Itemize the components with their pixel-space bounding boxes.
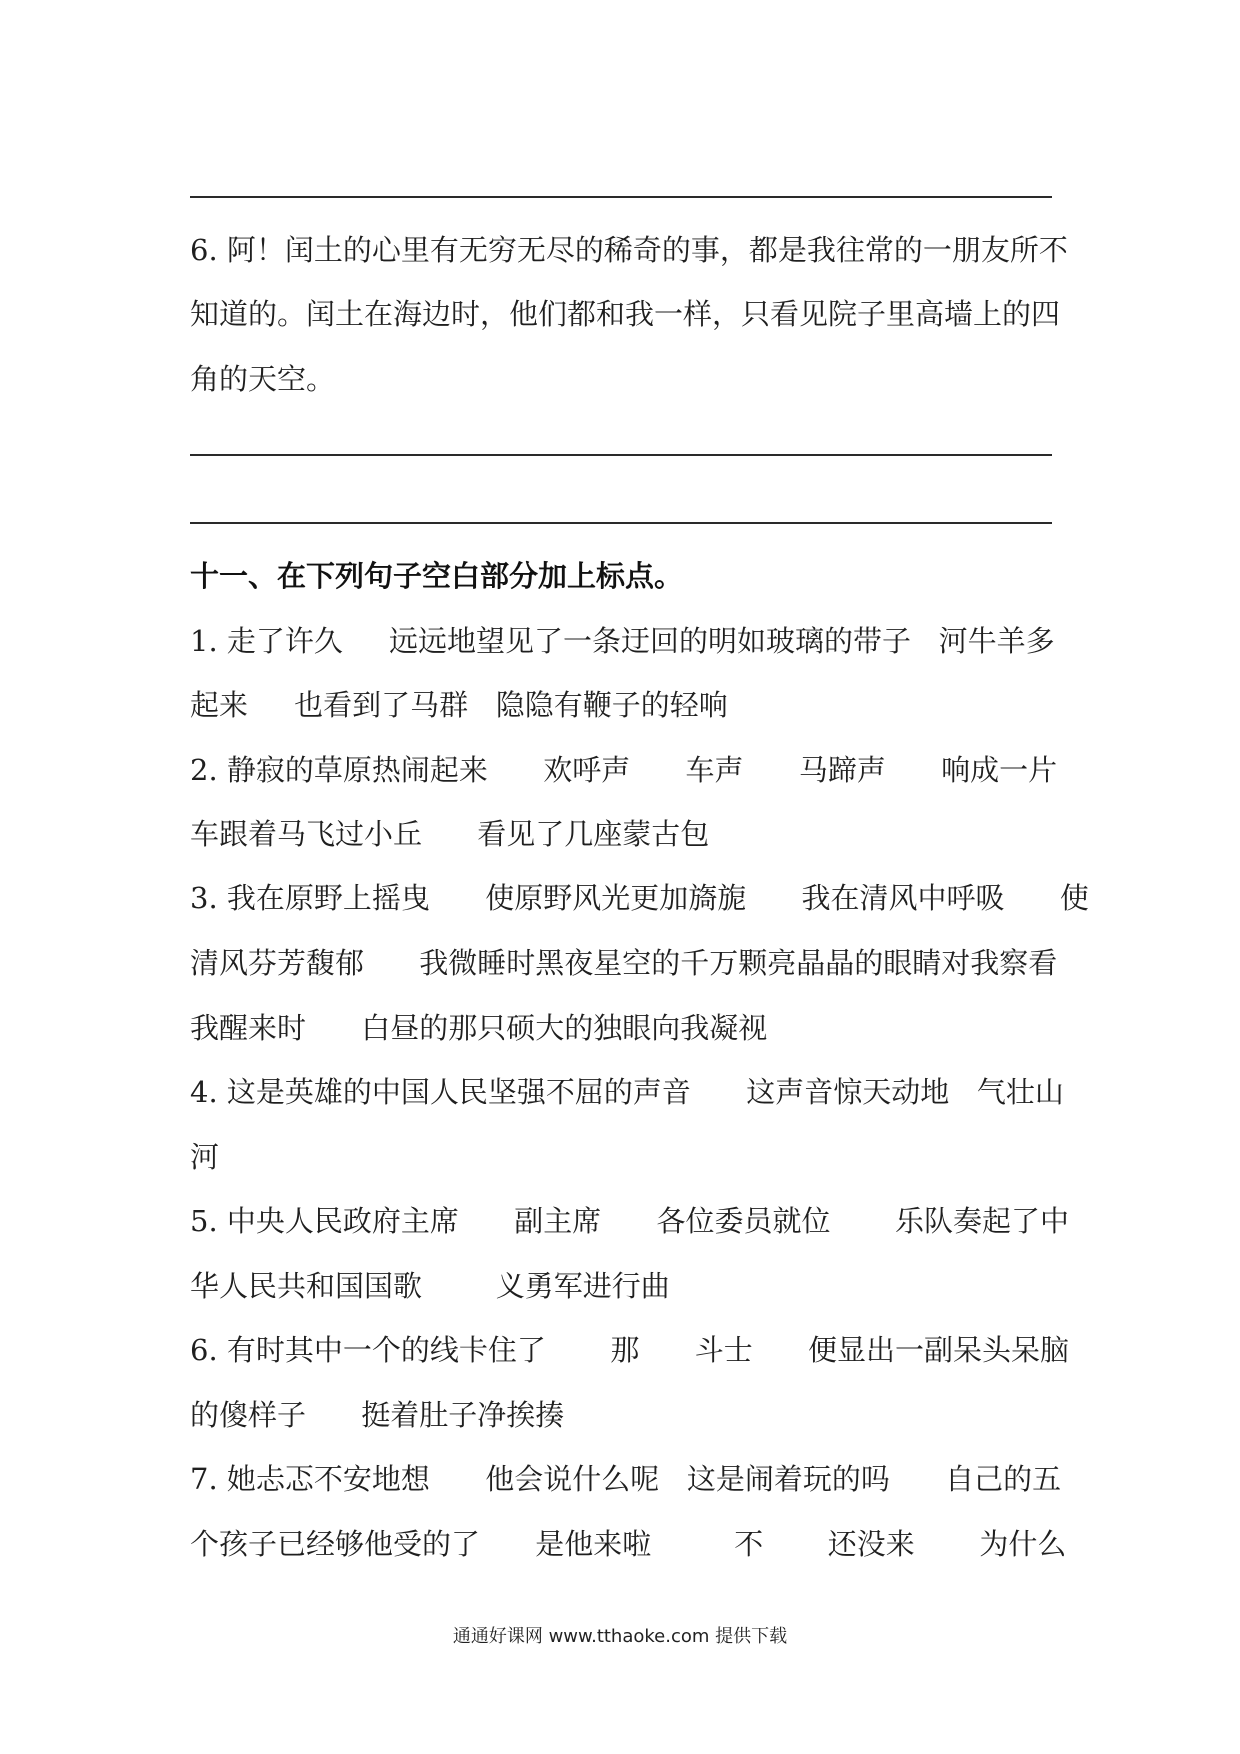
item-7-line-1: 7. 她忐忑不安地想 他会说什么呢 这是闹着玩的吗 自己的五: [190, 1462, 1062, 1496]
item-2-line-2: 车跟着马飞过小丘 看见了几座蒙古包: [190, 817, 710, 851]
page-footer: 通通好课网 www.tthaoke.com 提供下载: [452, 1626, 788, 1647]
item-6-line-2: 的傻样子 挺着肚子净挨揍: [190, 1398, 565, 1432]
item-3-line-3: 我醒来时 白昼的那只硕大的独眼向我凝视: [190, 1011, 768, 1045]
item-5-line-2: 华人民共和国国歌 义勇军进行曲: [190, 1269, 670, 1303]
question-6-line-1: 6. 阿！闰土的心里有无穷无尽的稀奇的事，都是我往常的一朋友所不: [190, 233, 1068, 267]
section-heading: 十一、在下列句子空白部分加上标点。: [190, 559, 684, 593]
item-6-line-1: 6. 有时其中一个的线卡住了 那 斗士 便显出一副呆头呆脑: [190, 1333, 1070, 1367]
item-7-line-2: 个孩子已经够他受的了 是他来啦 不 还没来 为什么: [190, 1527, 1067, 1561]
item-1-line-1: 1. 走了许久 远远地望见了一条迂回的明如玻璃的带子 河牛羊多: [190, 624, 1055, 658]
item-4-line-1: 4. 这是英雄的中国人民坚强不屈的声音 这声音惊天动地 气壮山: [190, 1075, 1064, 1109]
answer-line: [190, 196, 1052, 198]
item-3-line-2: 清风芬芳馥郁 我微睡时黑夜星空的千万颗亮晶晶的眼睛对我察看: [190, 946, 1058, 980]
question-6-line-3: 角的天空。: [190, 362, 336, 396]
answer-line: [190, 522, 1052, 524]
question-6-line-2: 知道的。闰土在海边时，他们都和我一样，只看见院子里高墙上的四: [190, 297, 1061, 331]
item-1-line-2: 起来 也看到了马群 隐隐有鞭子的轻响: [190, 688, 728, 722]
item-2-line-1: 2. 静寂的草原热闹起来 欢呼声 车声 马蹄声 响成一片: [190, 753, 1058, 787]
item-5-line-1: 5. 中央人民政府主席 副主席 各位委员就位 乐队奏起了中: [190, 1204, 1070, 1238]
answer-line: [190, 454, 1052, 456]
item-4-line-2: 河: [190, 1140, 220, 1174]
item-3-line-1: 3. 我在原野上摇曳 使原野风光更加旖旎 我在清风中呼吸 使: [190, 881, 1089, 915]
